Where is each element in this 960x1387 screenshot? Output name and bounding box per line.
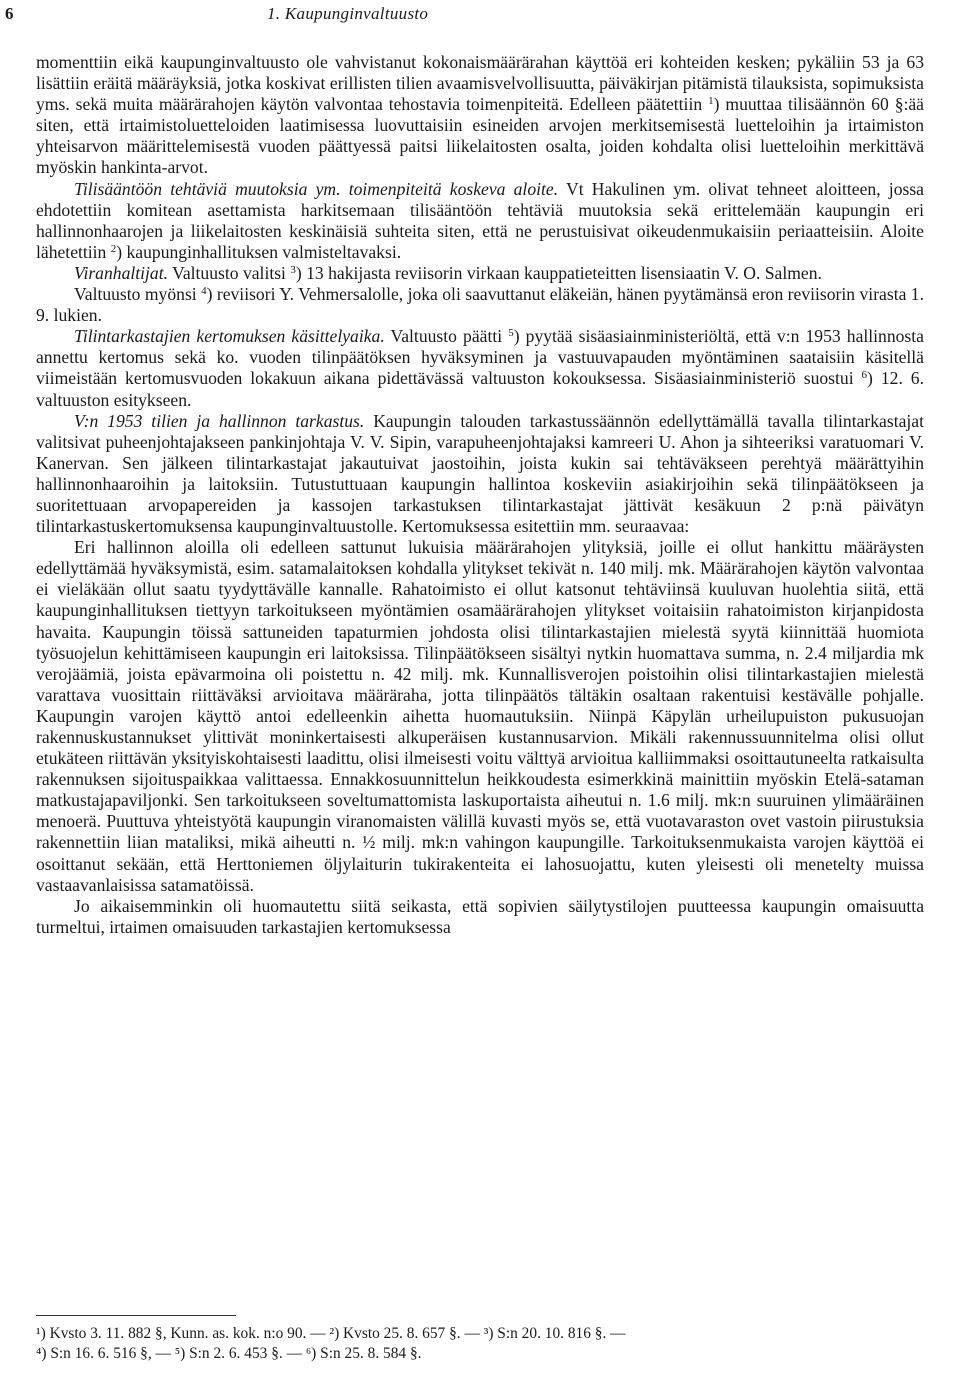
paragraph-text: ) 13 hakijasta reviisorin virkaan kauppatieteitten lisensiaatin V. O. Salmen.: [295, 262, 822, 283]
paragraph-text: Valtuusto myönsi: [74, 284, 202, 305]
paragraph: [36, 326, 924, 410]
body-text: [36, 52, 924, 938]
footnote-marker: 5: [508, 327, 514, 340]
paragraph: [36, 411, 924, 538]
paragraph-text: Jo aikaisemminkin oli huomautettu siitä seikasta, että sopivien säilytystilojen puutteessa kaupungin omaisuutta turmeltui, irtaimen omaisuuden tarkastajien kertomuksessa: [36, 895, 924, 937]
paragraph: [36, 179, 924, 263]
footnotes: [36, 1324, 924, 1364]
footnote-marker: 2: [110, 242, 117, 255]
running-title: 1. Kaupunginvaltuusto: [267, 4, 429, 23]
paragraph-text: ) muuttaa tilisäännön 60 §:ää siten, että irtaimistoluetteloiden laatimisessa luovuttaisiin esineiden arvojen merkitsemisestä luetteloihin ja irtaimiston yhteisarvon määrittelemisestä vuoden päättyessä paitsi liikelaitosten osalta, joiden kohdalta olisi luetteloihin merkittävä myöskin hankinta-arvot.: [36, 94, 924, 178]
section-heading: Viranhaltijat.: [74, 262, 168, 283]
paragraph-text: Vt Hakulinen ym. olivat tehneet aloitteen, jossa ehdotettiin komitean asettamista harkitsemaan tilisääntöön tehtäviä muutoksia sekä erittelemään kaupungin eri hallinnonhaarojen ja liikelaitosten keskinäisiä suhteita siten, että ne perustuisivat oikeudenmukaisiin periaatteisiin. Aloite lähetettiin: [36, 178, 924, 262]
paragraph: [36, 537, 924, 896]
paragraph-text: Valtuusto valitsi: [168, 262, 291, 283]
section-heading: V:n 1953 tilien ja hallinnon tarkastus.: [74, 410, 365, 431]
footnote-line: ⁴) S:n 16. 6. 516 §, — ⁵) S:n 2. 6. 453 §. — ⁶) S:n 25. 8. 584 §.: [36, 1345, 422, 1362]
paragraph-text: Eri hallinnon aloilla oli edelleen sattunut lukuisia määrärahojen ylityksiä, joille ei ollut hankittu määräysten edellyttämää hyväksymistä, esim. satamalaitoksen kohdalla ylitykset tekivät n. 140 milj. mk. Määrärahojen käytön valvontaa ei vieläkään ollut saatu tyydyttävälle kannalle. Rahatoimisto ei ollut katsonut tehtäviinsä kuuluvan huolehtia siitä, että kaupunginhallituksen tiettyyn tarkoitukseen myöntämien osamäärärahojen ylitykset voitaisiin rahatoimiston kirjanpidosta havaita. Kaupungin töissä sattuneiden tapaturmien johdosta olisi tilintarkastajien mielestä syytä kiinnittää huomiota työsuojelun kehittämiseen kaupungin eri laitoksissa. Tilinpäätökseen sisältyi nytkin huomattava summa, n. 2.4 miljardia mk verojäämiä, joista epävarmoina oli poistettu n. 42 milj. mk. Kunnallisverojen poistoihin olisi tilintarkastajien mielestä varattava vuosittain riittäväksi arvioitava määräraha, jotta tilinpäätös tältäkin osaltaan rakentuisi kestävälle pohjalle. Kaupungin varojen käyttö antoi edelleenkin aihetta huomautuksiin. Niinpä Käpylän urheilupuiston pukusuojan rakennuskustannukset ylittivät moninkertaisesti alkuperäisen kustannusarvion. Mikäli rakennussuunnitelma olisi ollut etukäteen riittävän yksityiskohtaisesti laadittu, olisi ilmeisesti voitu välttyä arvioitua kalliimmaksi osoittautuneelta ratkaisulta rakennuksen sijoituspaikkaa valittaessa. Ennakkosuunnittelun heikkoudesta esimerkkinä mainittiin myöskin Etelä-sataman matkustajapaviljonki. Sen tarkoitukseen soveltumattomista laskuportaista aiheutui n. 1.6 milj. mk:n suuruinen ylimääräinen menoerä. Puuttuva yhteistyötä kaupungin viranomaisten välillä kuvasti myös se, että vuotavaraston ovet vastoin piirustuksia rakennettiin liian mataliksi, mikä aiheutti n. ½ milj. mk:n vahingon kaupungille. Tarkoituksenmukaista varojen käyttöä ei osoittanut sekään, että Herttoniemen öljylaiturin tukirakenteita ei lahosuojattu, kuten yleisesti oli menetelty muissa vastaavanlaisissa satamatöissä.: [36, 537, 924, 895]
page-number: 6: [5, 4, 14, 23]
paragraph-text: ) kaupunginhallituksen valmisteltavaksi.: [116, 241, 402, 262]
paragraph-text: ) pyytää sisäasiainministeriöltä, että v:n 1953 hallinnosta annettu kertomus sekä ko. vuoden tilinpäätöksen hyväksyminen ja vastuuvapauden myöntäminen saataisiin käsitellä viimeistään kertomusvuoden lokakuun aikana pidettävässä valtuuston kokouksessa. Sisäasiainministeriö suostui: [36, 326, 924, 389]
footnote-rule: [36, 1315, 236, 1316]
footnote-line: ¹) Kvsto 3. 11. 882 §, Kunn. as. kok. n:o 90. — ²) Kvsto 25. 8. 657 §. — ³) S:n 20. 10. 816 §. —: [36, 1325, 626, 1342]
section-heading: Tilintarkastajien kertomuksen käsittelyaika.: [74, 326, 385, 347]
footnote-marker: 6: [861, 369, 868, 382]
footnote-marker: 1: [708, 95, 714, 108]
page-header: [5, 4, 930, 28]
paragraph: [36, 263, 924, 284]
footnote-marker: 4: [201, 285, 207, 298]
paragraph: [36, 52, 924, 179]
paragraph-text: ) reviisori Y. Vehmersalolle, joka oli saavuttanut eläkeiän, hänen pyytämänsä eron reviisorin virasta 1. 9. lukien.: [36, 284, 924, 326]
paragraph-text: ) 12. 6. valtuuston esitykseen.: [36, 368, 924, 410]
paragraph-text: momenttiin eikä kaupunginvaltuusto ole vahvistanut kokonaismäärärahan käyttöä eri kohteiden kesken; pykäliin 53 ja 63 lisättiin eräitä määräyksiä, jotka koskivat erillisten tilien avaamisvelvollisuutta, päiväkirjan pitämistä tilauksista, sopimuksista yms. sekä muita määrärahojen käytön valvontaa tehostavia toimenpiteitä. Edelleen päätettiin: [36, 52, 924, 115]
paragraph: [36, 284, 924, 326]
paragraph-text: Valtuusto päätti: [384, 326, 509, 347]
section-heading: Tilisääntöön tehtäviä muutoksia ym. toimenpiteitä koskeva aloite.: [74, 178, 559, 199]
footnote-marker: 3: [290, 263, 296, 276]
paragraph-text: Kaupungin talouden tarkastussäännön edellyttämällä tavalla tilintarkastajat valitsivat puheenjohtajakseen pankinjohtaja V. V. Sipin, varapuheenjohtajaksi kamreeri U. Ahon ja sihteeriksi varatuomari V. Kanervan. Sen jälkeen tilintarkastajat jakautuivat jaostoihin, joista kukin sai tehtäväkseen perehtyä määrättyihin hallinnonhaaroihin ja laitoksiin. Tutustuttuaan kaupungin hallintoa koskeviin asiakirjoihin sekä tilinpäätökseen ja suoritettuaan arvopapereiden ja kassojen tarkastuksen tilintarkastajat jättivät kesäkuun 2 p:nä päivätyn tilintarkastuskertomuksensa kaupunginvaltuustolle. Kertomuksessa esitettiin mm. seuraavaa:: [36, 410, 924, 537]
paragraph: [36, 896, 924, 938]
